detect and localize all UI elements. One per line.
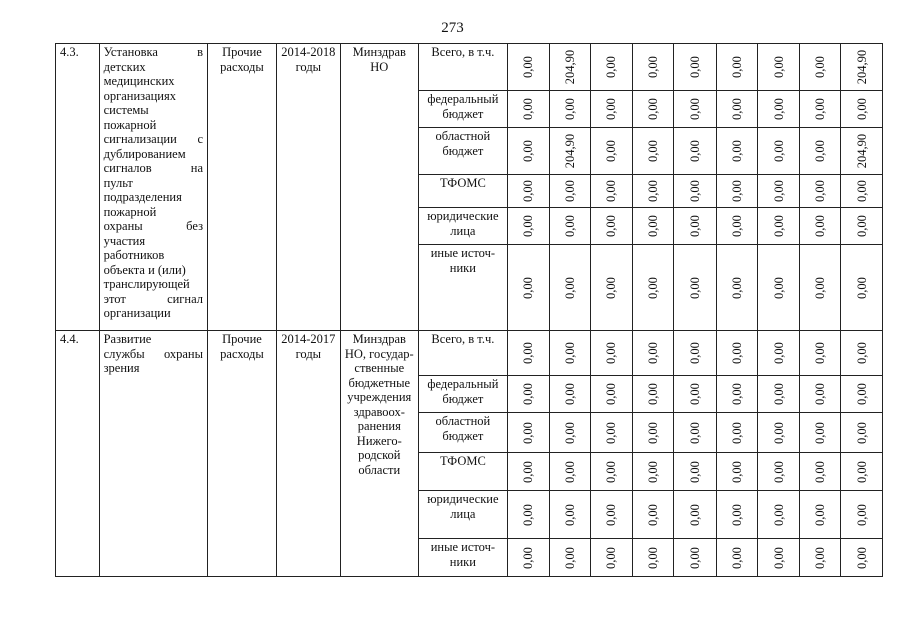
funding-value-cell — [674, 539, 717, 577]
funding-value: 0,00 — [520, 421, 535, 444]
funding-value: 0,00 — [520, 503, 535, 526]
item-name-line — [104, 74, 203, 89]
funding-value: 0,00 — [687, 421, 702, 444]
item-name-word: этот — [103, 291, 126, 306]
funding-value-cell — [758, 376, 800, 413]
funding-value: 0,00 — [854, 180, 869, 202]
item-name-word: зрения — [103, 361, 140, 375]
funding-value-cell — [841, 453, 883, 491]
funding-source: ТФОМС — [418, 175, 507, 208]
funding-value-cell — [841, 128, 883, 175]
funding-value: 0,00 — [645, 140, 660, 162]
funding-value: 0,00 — [729, 140, 744, 162]
item-name-line — [104, 190, 203, 205]
funding-value: 0,00 — [687, 342, 702, 364]
funding-value-cell — [716, 44, 758, 91]
item-name-line — [104, 176, 203, 191]
funding-value: 0,00 — [562, 421, 577, 444]
funding-value-cell — [632, 128, 674, 175]
funding-value: 0,00 — [562, 98, 577, 120]
item-name-line — [104, 234, 203, 249]
funding-value: 204,90 — [562, 133, 577, 169]
funding-value-cell — [507, 376, 549, 413]
funding-source: ТФОМС — [418, 453, 507, 491]
funding-value-cell — [674, 208, 717, 245]
item-name-word: организации — [103, 306, 171, 320]
funding-value-cell — [758, 44, 800, 91]
funding-value: 0,00 — [812, 546, 827, 569]
funding-value-cell — [632, 491, 674, 539]
funding-value-cell — [507, 413, 549, 453]
funding-value-cell — [632, 175, 674, 208]
item-name-word: с — [197, 132, 204, 146]
funding-value: 0,00 — [687, 140, 702, 162]
funding-value: 0,00 — [812, 383, 827, 405]
funding-value: 0,00 — [520, 460, 535, 483]
expense-type: Прочие расходы — [208, 331, 277, 577]
item-name-word: без — [186, 219, 204, 233]
funding-value-cell — [507, 539, 549, 577]
funding-value: 0,00 — [812, 140, 827, 162]
item-name-word: пожарной — [103, 204, 157, 219]
funding-value-cell — [758, 453, 800, 491]
funding-source: областной бюджет — [418, 413, 507, 453]
funding-source: Всего, в т.ч. — [418, 44, 507, 91]
funding-value: 0,00 — [687, 383, 702, 405]
funding-value-cell — [716, 539, 758, 577]
funding-value-cell — [549, 413, 591, 453]
funding-value-cell — [758, 208, 800, 245]
table-row — [56, 44, 883, 91]
funding-value: 0,00 — [520, 56, 535, 78]
item-number: 4.3. — [56, 44, 100, 331]
item-name-line — [104, 89, 203, 104]
funding-value-cell — [549, 491, 591, 539]
funding-value-cell — [716, 208, 758, 245]
funding-value: 0,00 — [812, 56, 827, 78]
funding-value-cell — [716, 175, 758, 208]
item-name-word: детских — [103, 59, 146, 74]
funding-value-cell — [799, 331, 841, 376]
funding-value-cell — [632, 91, 674, 128]
funding-value-cell — [841, 331, 883, 376]
item-name-line — [104, 263, 203, 278]
funding-value: 204,90 — [854, 133, 869, 169]
funding-value: 0,00 — [562, 215, 577, 237]
funding-value: 0,00 — [854, 342, 869, 364]
funding-value-cell — [507, 128, 549, 175]
item-name-line — [104, 332, 203, 347]
funding-value: 0,00 — [604, 180, 619, 202]
funding-value-cell — [799, 175, 841, 208]
funding-value-cell — [591, 128, 633, 175]
funding-value: 0,00 — [604, 460, 619, 483]
funding-value-cell — [799, 453, 841, 491]
funding-value-cell — [841, 208, 883, 245]
funding-value: 0,00 — [771, 98, 786, 120]
funding-value-cell — [799, 491, 841, 539]
funding-value-cell — [507, 491, 549, 539]
item-name-line — [104, 347, 203, 362]
item-name-line — [104, 60, 203, 75]
funding-value: 0,00 — [729, 56, 744, 78]
funding-value-cell — [507, 44, 549, 91]
funding-value-cell — [591, 539, 633, 577]
item-name-line — [104, 219, 203, 234]
funding-value-cell — [799, 128, 841, 175]
funding-value: 0,00 — [687, 180, 702, 202]
funding-value: 0,00 — [604, 56, 619, 78]
item-name-word: службы — [103, 346, 145, 361]
funding-value-cell — [674, 44, 717, 91]
funding-value: 0,00 — [604, 342, 619, 364]
funding-value: 0,00 — [771, 180, 786, 202]
funding-value-cell — [716, 413, 758, 453]
funding-value: 0,00 — [645, 546, 660, 569]
funding-value: 0,00 — [562, 342, 577, 364]
funding-value-cell — [799, 245, 841, 331]
funding-source: юридические лица — [418, 491, 507, 539]
funding-value: 0,00 — [604, 140, 619, 162]
funding-value: 0,00 — [562, 276, 577, 299]
funding-source: федеральный бюджет — [418, 376, 507, 413]
item-name-word: организациях — [103, 88, 176, 103]
funding-value-cell — [632, 44, 674, 91]
funding-value-cell — [549, 539, 591, 577]
item-number: 4.4. — [56, 331, 100, 577]
funding-value-cell — [549, 453, 591, 491]
funding-value-cell — [507, 91, 549, 128]
funding-value: 0,00 — [520, 215, 535, 237]
funding-value-cell — [841, 44, 883, 91]
funding-value-cell — [841, 245, 883, 331]
item-name-line — [104, 45, 203, 60]
item-name-line — [104, 132, 203, 147]
funding-value: 0,00 — [812, 460, 827, 483]
funding-source: иные источ-ники — [418, 539, 507, 577]
funding-value-cell — [549, 175, 591, 208]
funding-value-cell — [716, 491, 758, 539]
funding-value: 0,00 — [687, 460, 702, 483]
funding-value: 0,00 — [812, 276, 827, 299]
funding-value-cell — [632, 413, 674, 453]
funding-value-cell — [591, 376, 633, 413]
item-name-word: охраны — [163, 346, 204, 361]
item-name-word: пожарной — [103, 117, 157, 132]
funding-value: 0,00 — [645, 56, 660, 78]
funding-value-cell — [841, 491, 883, 539]
funding-value: 0,00 — [729, 215, 744, 237]
funding-value: 0,00 — [812, 215, 827, 237]
funding-value: 0,00 — [729, 421, 744, 444]
funding-value-cell — [799, 208, 841, 245]
funding-value: 0,00 — [562, 503, 577, 526]
funding-value: 0,00 — [854, 98, 869, 120]
funding-value-cell — [549, 44, 591, 91]
item-name-line — [104, 277, 203, 292]
funding-value-cell — [549, 376, 591, 413]
funding-value: 0,00 — [687, 215, 702, 237]
funding-value: 0,00 — [729, 503, 744, 526]
funding-value: 0,00 — [771, 215, 786, 237]
funding-value: 0,00 — [645, 180, 660, 202]
funding-value-cell — [632, 539, 674, 577]
item-name-word: транслирующей — [103, 277, 190, 291]
funding-value-cell — [841, 376, 883, 413]
funding-value-cell — [758, 175, 800, 208]
funding-value: 0,00 — [645, 460, 660, 483]
funding-value: 0,00 — [687, 546, 702, 569]
funding-value-cell — [549, 91, 591, 128]
funding-value-cell — [716, 91, 758, 128]
funding-value-cell — [674, 175, 717, 208]
funding-value: 0,00 — [771, 460, 786, 483]
funding-value: 0,00 — [854, 460, 869, 483]
funding-value: 0,00 — [771, 546, 786, 569]
funding-value-cell — [507, 453, 549, 491]
funding-value: 0,00 — [687, 56, 702, 78]
funding-value: 0,00 — [812, 421, 827, 444]
item-name-word: работников — [103, 248, 165, 262]
item-name-word: участия — [103, 233, 146, 248]
item-name-line — [104, 248, 203, 263]
funding-value-cell — [507, 208, 549, 245]
funding-value: 0,00 — [687, 503, 702, 526]
funding-value: 0,00 — [854, 383, 869, 405]
funding-value-cell — [716, 331, 758, 376]
item-name-word: на — [190, 161, 204, 175]
funding-value-cell — [591, 44, 633, 91]
funding-value-cell — [758, 539, 800, 577]
funding-value-cell — [674, 376, 717, 413]
funding-value: 0,00 — [520, 276, 535, 299]
funding-source: Всего, в т.ч. — [418, 331, 507, 376]
funding-value: 0,00 — [645, 276, 660, 299]
funding-value-cell — [591, 453, 633, 491]
funding-value-cell — [841, 175, 883, 208]
funding-value-cell — [674, 331, 717, 376]
funding-value-cell — [674, 491, 717, 539]
executor: Минздрав НО — [340, 44, 418, 331]
funding-value-cell — [591, 175, 633, 208]
funding-value-cell — [799, 91, 841, 128]
funding-value: 0,00 — [645, 215, 660, 237]
funding-value-cell — [591, 245, 633, 331]
funding-value: 0,00 — [645, 342, 660, 364]
item-name-word: системы — [103, 103, 149, 117]
funding-value-cell — [799, 376, 841, 413]
funding-value-cell — [549, 128, 591, 175]
funding-value: 0,00 — [687, 276, 702, 299]
funding-value: 0,00 — [645, 503, 660, 526]
table-row — [56, 331, 883, 376]
funding-value: 0,00 — [812, 342, 827, 364]
funding-value-cell — [549, 245, 591, 331]
item-name-line — [104, 147, 203, 162]
funding-value: 0,00 — [771, 503, 786, 526]
item-name-word: охраны — [103, 219, 143, 233]
funding-value-cell — [716, 128, 758, 175]
funding-value-cell — [632, 376, 674, 413]
funding-value-cell — [674, 91, 717, 128]
funding-value-cell — [591, 491, 633, 539]
funding-value-cell — [507, 175, 549, 208]
funding-value: 0,00 — [771, 421, 786, 444]
funding-value: 0,00 — [604, 503, 619, 526]
funding-value: 0,00 — [729, 180, 744, 202]
funding-value: 0,00 — [771, 140, 786, 162]
funding-value-cell — [507, 331, 549, 376]
funding-value: 0,00 — [604, 215, 619, 237]
funding-value-cell — [632, 453, 674, 491]
funding-value-cell — [799, 44, 841, 91]
funding-source: областной бюджет — [418, 128, 507, 175]
item-name-word: сигнал — [167, 291, 204, 306]
funding-value: 0,00 — [520, 98, 535, 120]
funding-value-cell — [674, 128, 717, 175]
item-name-line — [104, 361, 203, 376]
budget-table — [55, 43, 883, 577]
funding-value: 0,00 — [645, 421, 660, 444]
funding-value-cell — [799, 413, 841, 453]
funding-value: 0,00 — [520, 140, 535, 162]
funding-value: 0,00 — [645, 98, 660, 120]
item-name-word: подразделения — [103, 190, 182, 204]
item-name-word: сигнализации — [103, 132, 177, 146]
funding-value: 0,00 — [562, 460, 577, 483]
funding-value: 0,00 — [520, 383, 535, 405]
funding-value-cell — [549, 208, 591, 245]
years: 2014-2017 годы — [276, 331, 340, 577]
funding-value: 0,00 — [562, 180, 577, 202]
funding-value-cell — [632, 331, 674, 376]
item-name-line — [104, 103, 203, 118]
funding-value: 0,00 — [854, 421, 869, 444]
funding-value-cell — [758, 91, 800, 128]
funding-value: 0,00 — [812, 98, 827, 120]
funding-value-cell — [841, 539, 883, 577]
funding-value: 0,00 — [812, 180, 827, 202]
funding-value-cell — [716, 245, 758, 331]
funding-value: 0,00 — [729, 546, 744, 569]
funding-source: иные источ-ники — [418, 245, 507, 331]
funding-value-cell — [674, 453, 717, 491]
funding-value: 0,00 — [687, 98, 702, 120]
funding-value-cell — [716, 376, 758, 413]
funding-value: 0,00 — [854, 215, 869, 237]
funding-value-cell — [716, 453, 758, 491]
funding-value-cell — [632, 208, 674, 245]
funding-value: 0,00 — [520, 342, 535, 364]
funding-value: 0,00 — [729, 383, 744, 405]
funding-value-cell — [674, 413, 717, 453]
item-name — [99, 44, 207, 331]
funding-value-cell — [591, 91, 633, 128]
funding-value-cell — [632, 245, 674, 331]
funding-source: юридические лица — [418, 208, 507, 245]
funding-value: 0,00 — [854, 546, 869, 569]
funding-value: 0,00 — [604, 98, 619, 120]
funding-value: 0,00 — [771, 383, 786, 405]
funding-value: 0,00 — [771, 56, 786, 78]
funding-value: 0,00 — [604, 276, 619, 299]
years: 2014-2018 годы — [276, 44, 340, 331]
funding-value-cell — [549, 331, 591, 376]
item-name — [99, 331, 207, 577]
funding-value: 0,00 — [812, 503, 827, 526]
funding-value: 0,00 — [771, 276, 786, 299]
item-name-word: пульт — [103, 175, 133, 190]
item-name-word: объекта и (или) — [103, 262, 186, 277]
funding-value: 204,90 — [562, 49, 577, 85]
funding-value: 0,00 — [645, 383, 660, 405]
funding-value-cell — [758, 128, 800, 175]
item-name-line — [104, 292, 203, 307]
funding-value-cell — [758, 491, 800, 539]
funding-value-cell — [507, 245, 549, 331]
funding-source: федеральный бюджет — [418, 91, 507, 128]
funding-value: 0,00 — [604, 421, 619, 444]
funding-value: 0,00 — [729, 460, 744, 483]
funding-value: 0,00 — [520, 180, 535, 202]
page-number: 273 — [441, 20, 464, 36]
item-name-line — [104, 161, 203, 176]
item-name-word: Развитие — [103, 332, 152, 346]
funding-value-cell — [758, 413, 800, 453]
executor: Минздрав НО, государ-ственные бюджетные учреждения здравоох-ранения Нижего-родской области — [340, 331, 418, 577]
funding-value: 0,00 — [604, 546, 619, 569]
item-name-word: в — [197, 45, 204, 59]
funding-value-cell — [674, 245, 717, 331]
funding-value: 0,00 — [562, 546, 577, 569]
funding-value-cell — [841, 91, 883, 128]
funding-value: 0,00 — [771, 342, 786, 364]
funding-value: 0,00 — [854, 503, 869, 526]
item-name-word: дублированием — [103, 146, 186, 161]
item-name-word: медицинских — [103, 74, 175, 88]
item-name-line — [104, 205, 203, 220]
item-name-line — [104, 306, 203, 321]
item-name-line — [104, 118, 203, 133]
funding-value: 0,00 — [520, 546, 535, 569]
funding-value-cell — [758, 245, 800, 331]
funding-value-cell — [758, 331, 800, 376]
funding-value: 0,00 — [729, 98, 744, 120]
expense-type: Прочие расходы — [208, 44, 277, 331]
funding-value: 0,00 — [854, 276, 869, 299]
funding-value-cell — [799, 539, 841, 577]
funding-value: 204,90 — [854, 49, 869, 85]
funding-value: 0,00 — [604, 383, 619, 405]
funding-value-cell — [591, 413, 633, 453]
funding-value: 0,00 — [729, 342, 744, 364]
funding-value-cell — [591, 208, 633, 245]
funding-value-cell — [591, 331, 633, 376]
item-name-word: сигналов — [103, 161, 152, 175]
item-name-word: Установка — [103, 45, 158, 59]
funding-value: 0,00 — [729, 276, 744, 299]
funding-value: 0,00 — [562, 383, 577, 405]
funding-value-cell — [841, 413, 883, 453]
